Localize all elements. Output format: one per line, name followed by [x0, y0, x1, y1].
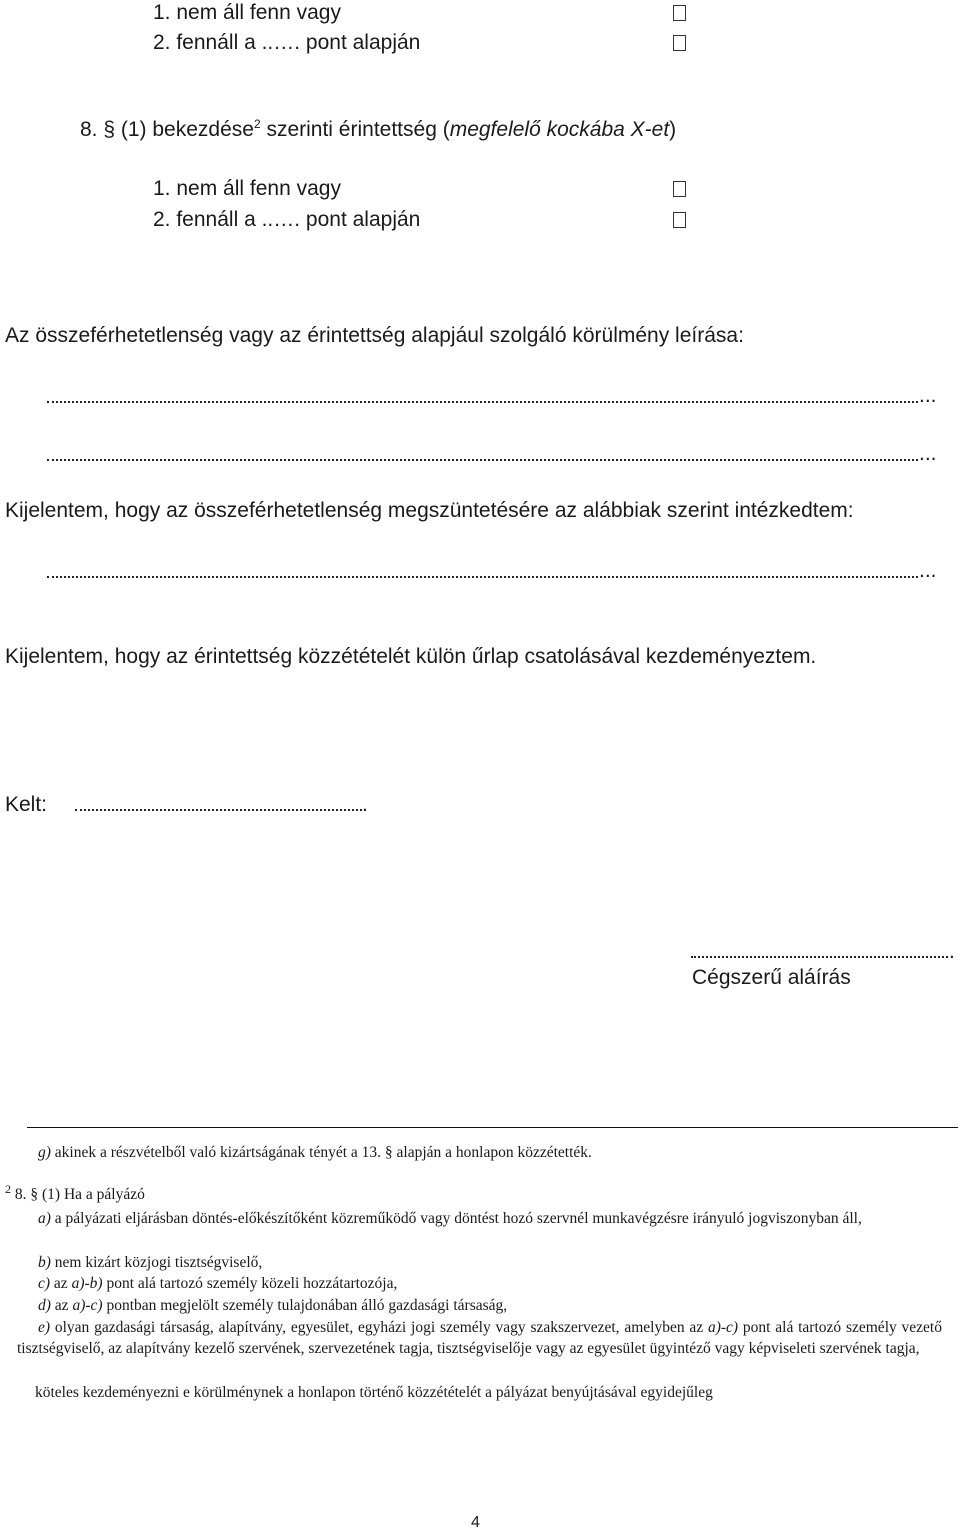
list1-item-1: 1. nem áll fenn vagy — [153, 1, 341, 24]
footnote-separator — [27, 1127, 958, 1128]
description-line-2-end: ... — [919, 442, 937, 465]
footnote-ref-2[interactable]: 2 — [253, 117, 261, 131]
footnote-2-marker: 2 — [5, 1181, 11, 1196]
page-number: 4 — [471, 1514, 480, 1531]
footnote-2-item-c: c) az a)-b) pont alá tartozó személy közeli hozzátartozója, — [38, 1275, 398, 1292]
checkbox-list1-item-2[interactable] — [673, 35, 686, 51]
signature-line[interactable] — [691, 956, 948, 958]
list1-item-2: 2. fennáll a ..…. pont alapján — [153, 31, 421, 54]
list2-item-2: 2. fennáll a ..…. pont alapján — [153, 208, 421, 231]
description-label: Az összeférhetetlenség vagy az érintettség alapjául szolgáló körülmény leírása: — [5, 324, 744, 347]
kelt-date-end: . — [362, 793, 368, 816]
remediation-line[interactable] — [47, 576, 918, 578]
declaration-remediation: Kijelentem, hogy az összeférhetetlenség megszüntetésére az alábbiak szerint intézkedtem: — [5, 499, 854, 522]
footnote-2-item-e: e) olyan gazdasági társaság, alapítvány, egyesület, egyházi jogi személy vagy szakszervezet, amelyben az a)-c) pont alá tartozó személy vezető tisztségviselő, az alapítvány kezelő szervének, szervezetének tagja, tisztségviselője vagy az egyesület ügyintéző vagy képviseleti szervének tagja, — [17, 1319, 942, 1357]
section2-heading: 8. § (1) bekezdése$^2$ szerinti érintettség (megfelelő kockába X-et) — [80, 117, 677, 141]
signature-line-end: . — [949, 940, 955, 963]
checkbox-list2-item-2[interactable] — [673, 212, 686, 228]
footnote-2-item-a: a) a pályázati eljárásban döntés-előkészítőként közreműködő vagy döntést hozó szervnél munkavégzésre irányuló jogviszonyban áll, — [38, 1210, 862, 1227]
checkbox-list2-item-1[interactable] — [673, 181, 686, 197]
description-line-1[interactable] — [47, 401, 918, 403]
description-line-2[interactable] — [47, 459, 918, 461]
footnote-g: g) akinek a részvételből való kizártságának tényét a 13. § alapján a honlapon közzétették. — [38, 1144, 592, 1161]
footnote-2-item-d: d) az a)-c) pontban megjelölt személy tulajdonában álló gazdasági társaság, — [38, 1297, 508, 1314]
footnote-2-heading: $^2$ 8. § (1) Ha a pályázó — [5, 1181, 145, 1203]
declaration-disclosure: Kijelentem, hogy az érintettség közzétételét külön űrlap csatolásával kezdeményeztem. — [5, 645, 817, 668]
checkbox-list1-item-1[interactable] — [673, 5, 686, 21]
footnote-2-closing: köteles kezdeményezni e körülménynek a honlapon történő közzétételét a pályázat benyújtásával egyidejűleg — [35, 1384, 713, 1401]
kelt-date-field[interactable] — [75, 809, 362, 811]
footnote-2-item-b: b) nem kizárt közjogi tisztségviselő, — [38, 1254, 263, 1271]
kelt-label: Kelt: — [5, 793, 48, 816]
description-line-1-end: ... — [919, 384, 937, 407]
remediation-line-end: ... — [919, 559, 937, 582]
signature-label: Cégszerű aláírás — [692, 966, 851, 989]
list2-item-1: 1. nem áll fenn vagy — [153, 177, 341, 200]
